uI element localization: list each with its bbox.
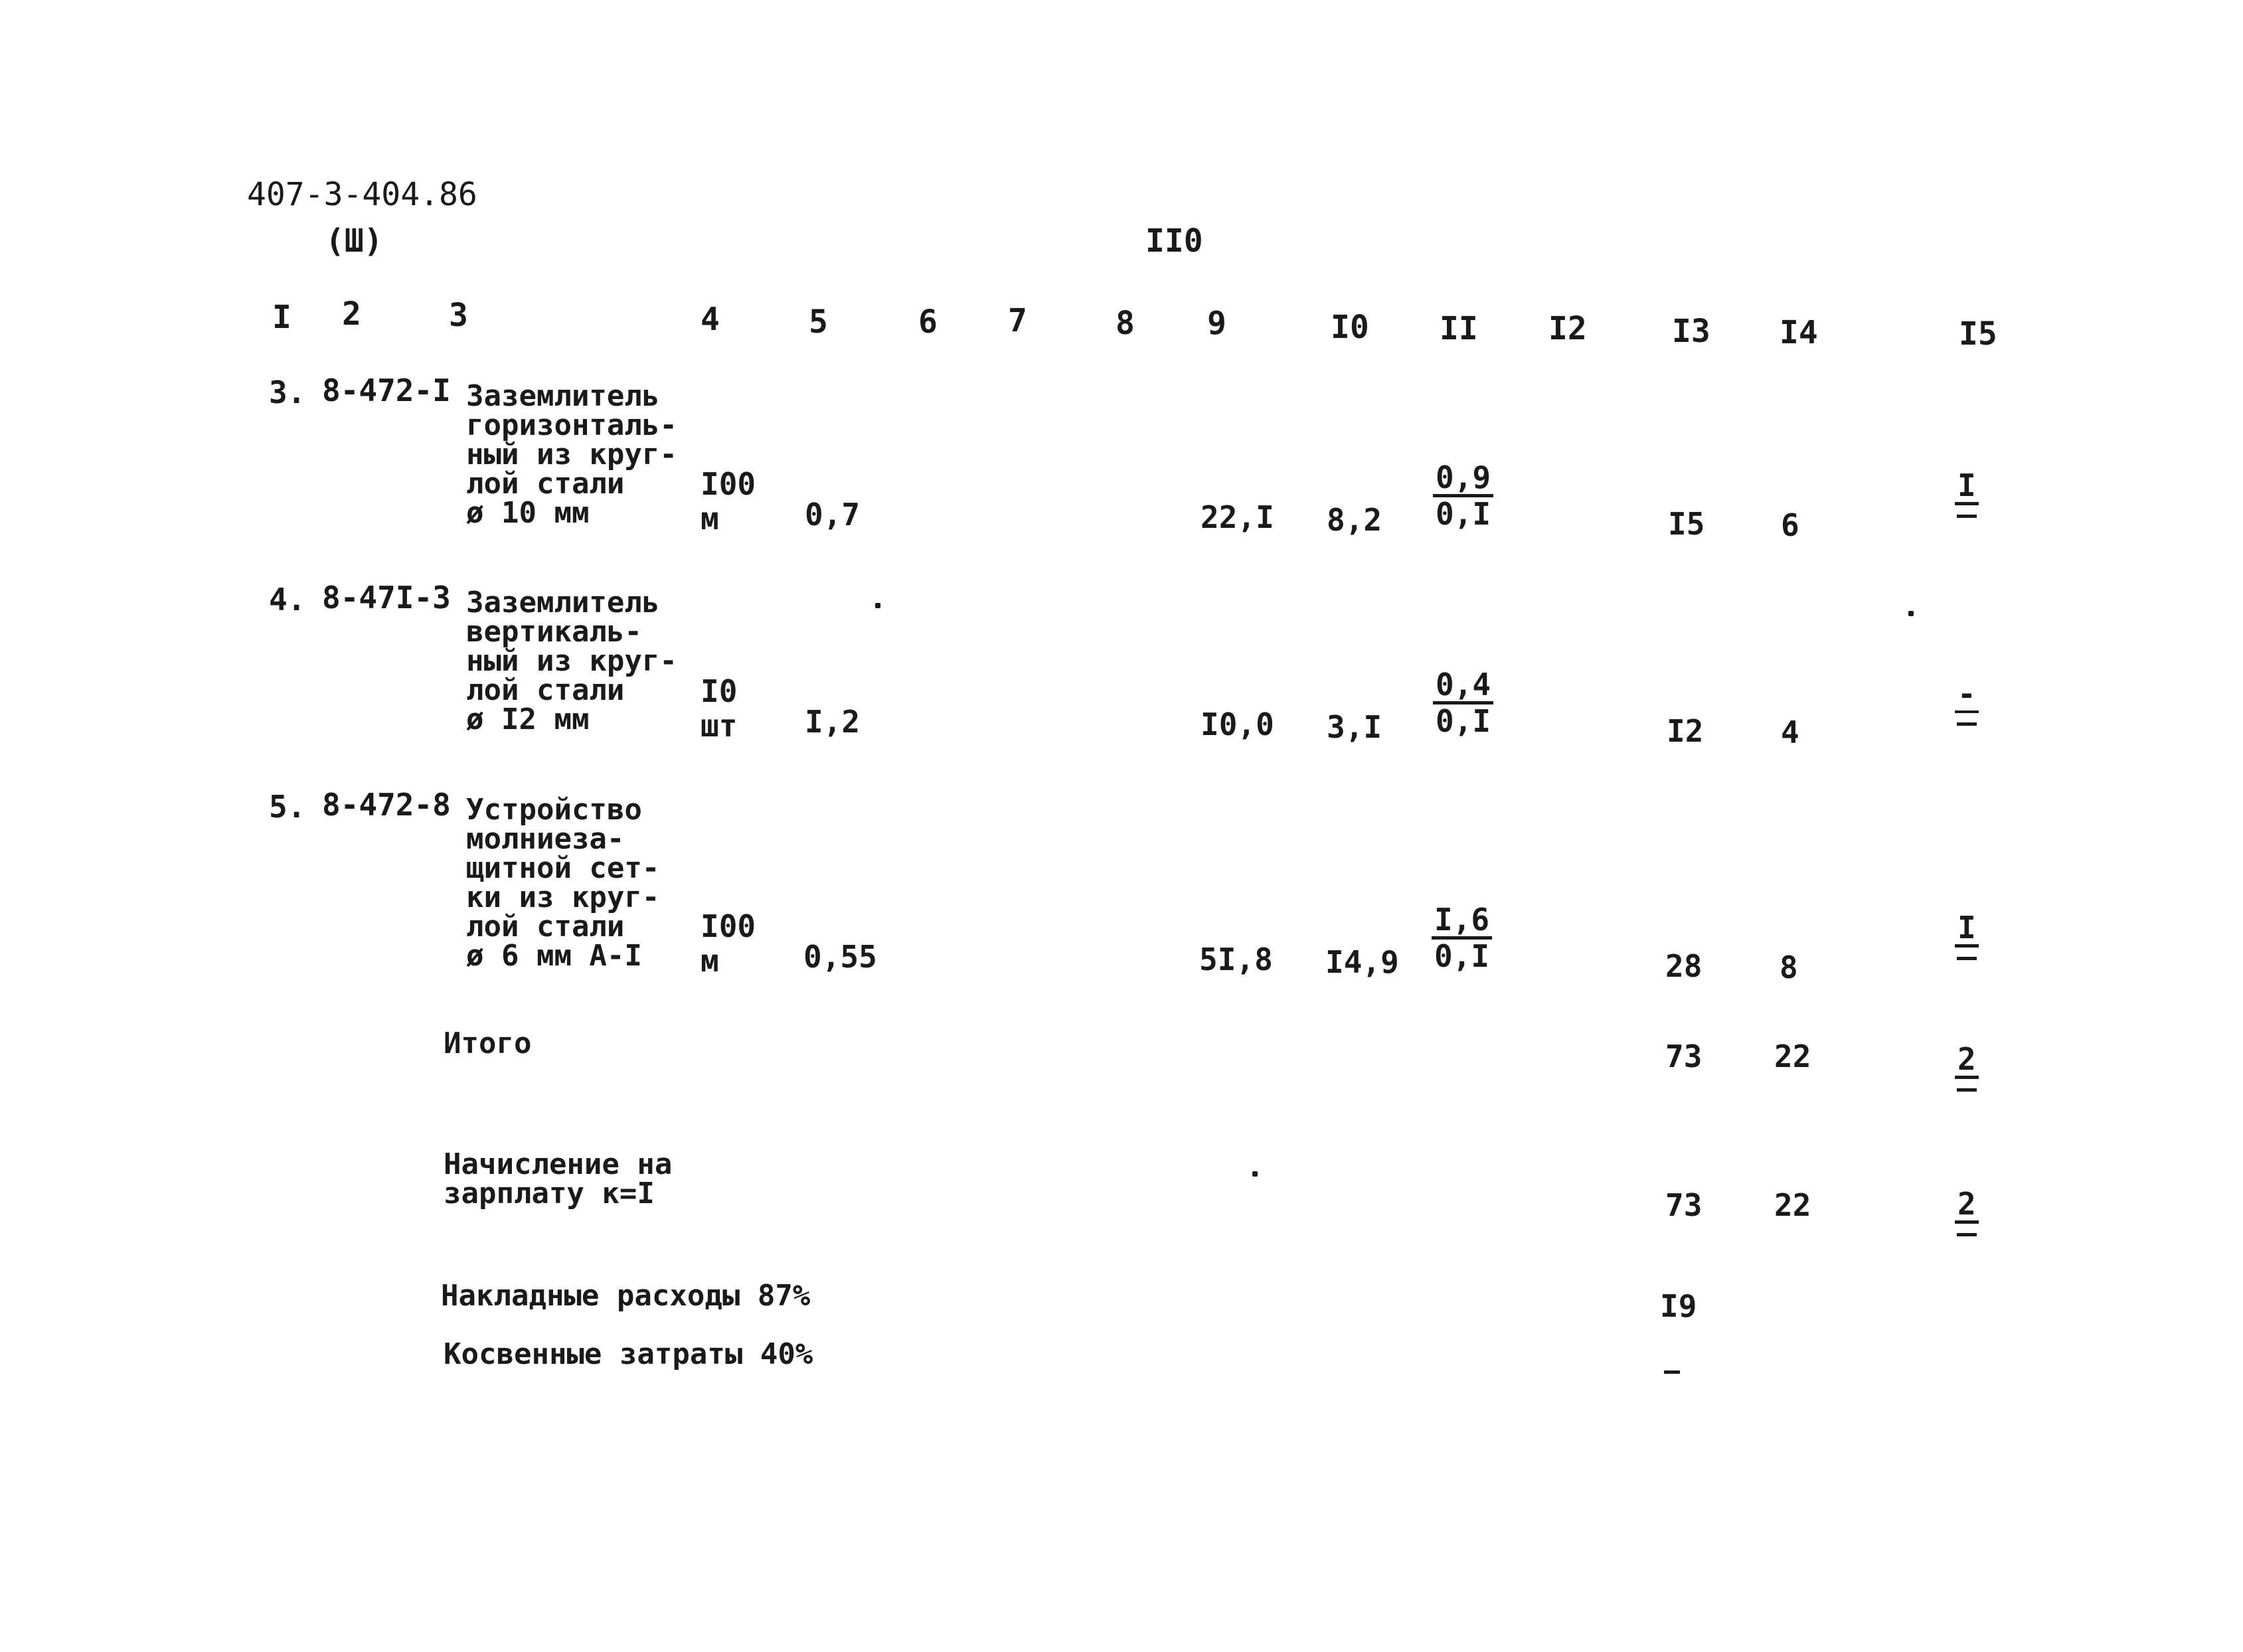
fraction-col15: [1955, 911, 1979, 965]
norm-code: 8-472-8: [322, 787, 451, 823]
cell-col14: 8: [1780, 950, 1798, 985]
column-header: 2: [342, 295, 361, 333]
cell-col13: 28: [1665, 948, 1703, 984]
cell-col10: I4,9: [1325, 944, 1399, 980]
column-header: 7: [1008, 302, 1027, 339]
fraction-col11: [1432, 903, 1492, 973]
fraction-col15: [1955, 469, 1979, 523]
fraction-top: 0,9: [1433, 461, 1493, 497]
fraction-bottom: 0,I: [1434, 938, 1490, 974]
column-header: I: [272, 299, 291, 336]
kosvennye-label: Косвенные затраты 40%: [444, 1337, 813, 1371]
nachislenie-label: Начисление на зарплату к=I: [444, 1147, 673, 1210]
fraction-bottom-dash: [1955, 713, 1978, 730]
fraction-top: 2: [1955, 1187, 1979, 1224]
fraction-col15: [1955, 677, 1979, 730]
cell-col9: 22,I: [1201, 499, 1274, 535]
fraction-bottom: 0,I: [1436, 496, 1491, 532]
column-header: 8: [1116, 305, 1135, 342]
cell-col9: 5I,8: [1199, 942, 1273, 977]
column-header: II: [1440, 310, 1478, 347]
unit: м: [701, 943, 719, 979]
row-number: 5.: [269, 789, 306, 825]
column-header: 3: [449, 297, 468, 334]
fraction-bottom-dash: [1955, 505, 1978, 523]
stray-mark: [875, 603, 880, 608]
cell-col13: I5: [1668, 506, 1705, 542]
cell-col14: 6: [1781, 507, 1799, 543]
norm-code: 8-472-I: [322, 372, 451, 408]
column-header: I3: [1672, 313, 1710, 350]
quantity: I00: [701, 466, 756, 502]
norm-code: 8-47I-3: [322, 580, 451, 616]
cell-col5: 0,55: [803, 939, 877, 975]
itogo-col13: 73: [1665, 1038, 1703, 1074]
kosvennye-dash: [1664, 1370, 1680, 1374]
fraction-top: I: [1955, 911, 1979, 948]
nachislenie-col15: [1955, 1187, 1979, 1241]
cell-col5: 0,7: [805, 497, 861, 533]
cell-col5: I,2: [805, 704, 861, 740]
work-description: Заземлитель горизонталь- ный из круг- лой стали ø 10 мм: [466, 379, 677, 530]
column-header: 5: [809, 303, 828, 341]
itogo-label: Итого: [444, 1027, 532, 1060]
column-header: 6: [918, 303, 938, 341]
section-mark: (Ш): [325, 222, 383, 260]
column-header: I2: [1548, 310, 1587, 347]
quantity: I0: [701, 673, 738, 709]
document-number: 407-3-404.86: [247, 176, 477, 213]
stray-mark: [1252, 1171, 1258, 1177]
column-header: I5: [1959, 315, 1997, 353]
fraction-bottom-dash: [1955, 948, 1978, 965]
page-number: II0: [1145, 222, 1203, 260]
cell-col10: 3,I: [1327, 709, 1382, 745]
column-header: I4: [1780, 314, 1818, 351]
unit: шт: [701, 708, 738, 744]
nakladnye-label: Накладные расходы 87%: [441, 1279, 811, 1313]
column-header: I0: [1331, 309, 1369, 346]
fraction-bottom-dash: [1955, 1079, 1978, 1096]
fraction-bottom: 0,I: [1436, 703, 1491, 739]
fraction-top: I: [1955, 469, 1979, 505]
column-header: 9: [1207, 305, 1226, 342]
column-header: 4: [701, 301, 720, 338]
nachislenie-col14: 22: [1774, 1187, 1811, 1223]
cell-col13: I2: [1667, 713, 1704, 749]
fraction-bottom-dash: [1955, 1224, 1978, 1241]
work-description: Устройство молниеза- щитной сет- ки из круг- лой стали ø 6 мм A-I: [466, 793, 660, 973]
fraction-top: 2: [1955, 1042, 1979, 1079]
fraction-top: I,6: [1432, 903, 1492, 940]
quantity: I00: [701, 908, 756, 944]
itogo-col14: 22: [1774, 1038, 1811, 1074]
nakladnye-col13: I9: [1660, 1288, 1697, 1324]
fraction-col11: [1433, 461, 1493, 531]
work-description: Заземлитель вертикаль- ный из круг- лой стали ø I2 мм: [466, 586, 677, 736]
row-number: 4.: [269, 582, 306, 618]
row-number: 3.: [269, 374, 306, 410]
itogo-col15: [1955, 1042, 1979, 1096]
fraction-top: -: [1955, 677, 1979, 713]
fraction-top: 0,4: [1433, 668, 1493, 704]
fraction-col11: [1433, 668, 1493, 738]
stray-mark: [1908, 611, 1914, 616]
cell-col14: 4: [1781, 714, 1799, 750]
cell-col10: 8,2: [1327, 502, 1382, 538]
unit: м: [701, 501, 719, 537]
cell-col9: I0,0: [1201, 706, 1274, 742]
nachislenie-col13: 73: [1665, 1187, 1703, 1223]
